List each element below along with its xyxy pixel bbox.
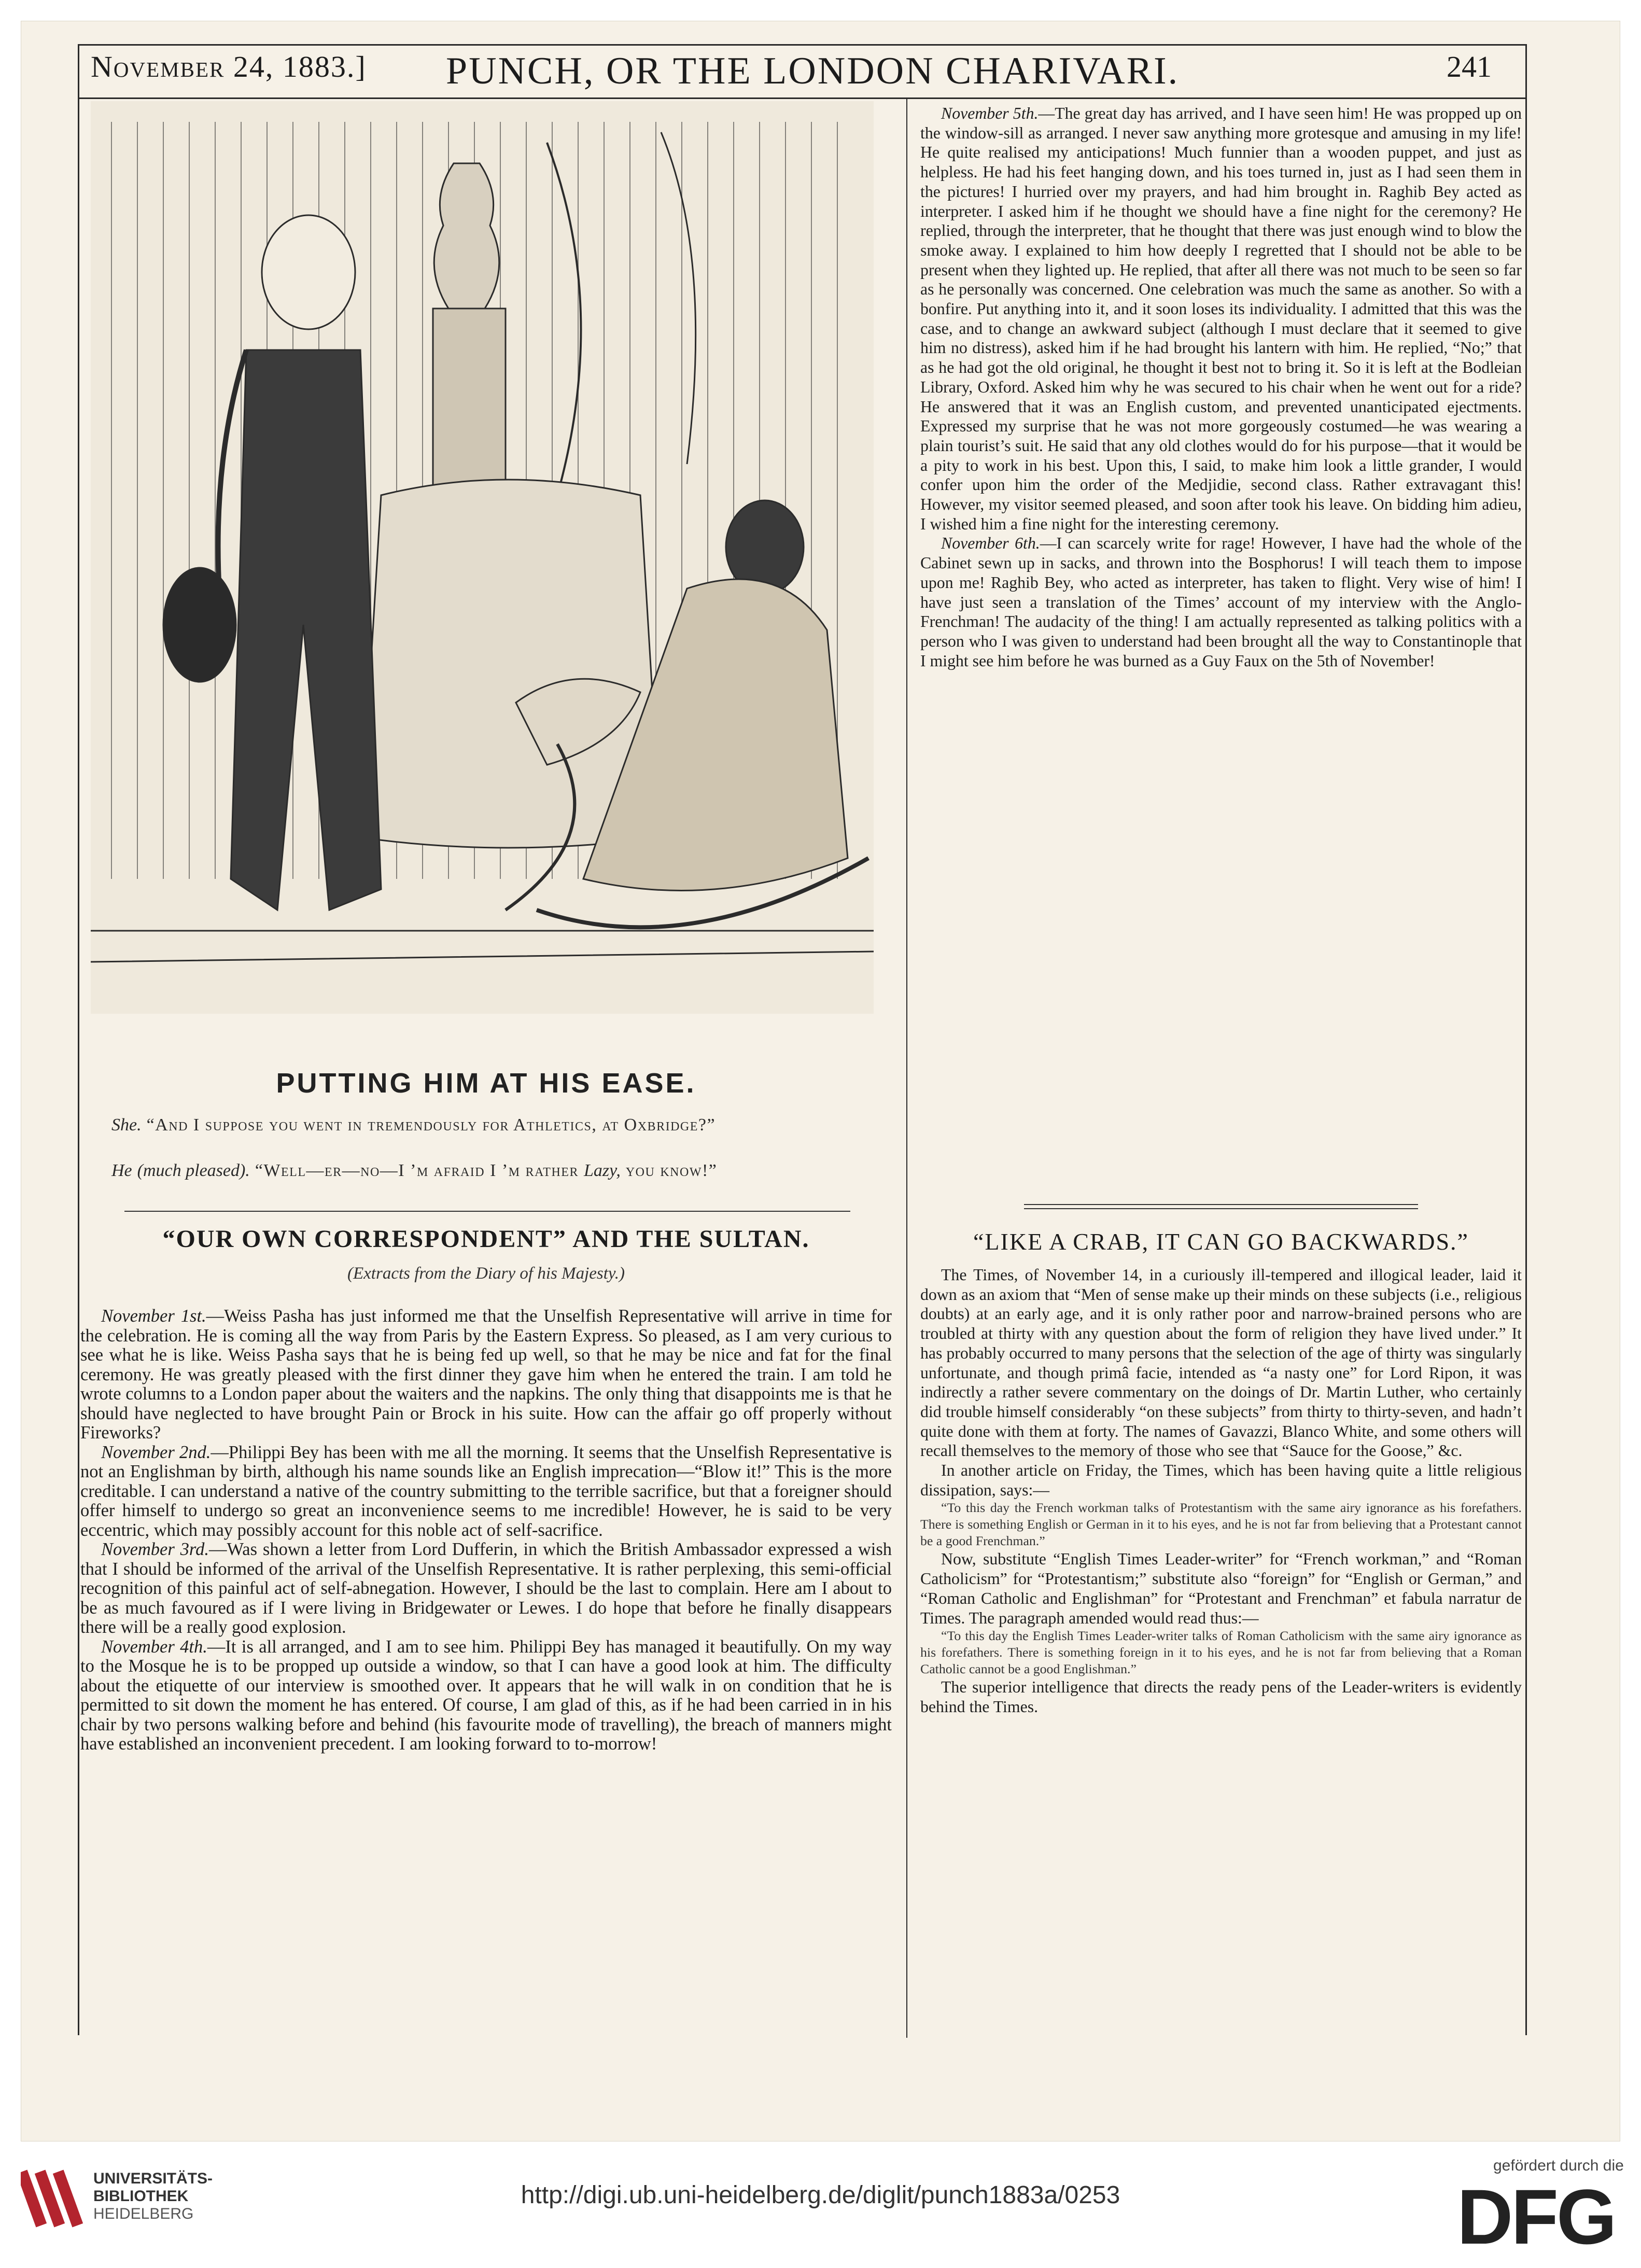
header-page-number: 241	[1447, 50, 1492, 83]
library-line-1: UNIVERSITÄTS-	[93, 2170, 213, 2187]
she-label: She.	[111, 1115, 142, 1135]
she-text: “And I suppose you went in tremendously for Athletics, at Oxbridge?”	[146, 1115, 716, 1135]
entry-nov-5: November 5th.—The great day has arrived, and I have seen him! He was propped up on the window-sill as arranged. I never saw anything more grotesque and amusing in my life! He quite realised my anticipations! Much funnier than a wooden puppet, and just as helpless. He had his feet hanging down, and his toes turned in, just as I had seen them in the pictures! I hurried over my prayers, and had him brought in. Raghib Bey acted as interpreter. I asked him if he thought we should have a fine night for the ceremony? He replied, through the interpreter, that he thought that there was just enough wind to blow the smoke away. I explained to him how deeply I regretted that I should not be able to be present when they lighted up. He replied, that after all there was not much to be seen so far as he personally was concerned. One celebration was much the same as another. So with a bonfire. Put anything into it, and it soon loses its individuality. I admitted that this was the case, and to change an awkward subject (although I must declare that it seemed to give him no distress), asked him if he had brought his lantern with him. He replied, “No;” that as he had got the old original, he thought it best not to bring it. So it is left at the Bodleian Library, Oxford. Asked him why he was secured to his chair when he went out for a ride? He answered that it was an English custom, and prevented unanticipated ejectments. Expressed my surprise that he was not more gorgeously costumed—he was wearing a plain tourist’s suit. He said that any old clothes would do for his purpose—that it would be a pity to work in his best. Upon this, I said, to make him look a little grander, I would confer upon him the order of the Medjidie, second class. Rather extravagant this! However, my visitor seemed pleased, and soon after took his leave. On bidding him adieu, I wished him a fine night for the interesting ceremony.	[920, 104, 1522, 533]
entry-nov-6: November 6th.—I can scarcely write for rage! However, I have had the whole of the Cabinet sewn up in sacks, and thrown into the Bosphorus! I will teach them to impose upon me! Raghib Bey, who acted as interpreter, has taken to flight. Very wise of him! I have just seen a translation of the Times’ account of my interview with the Anglo-Frenchman! The audacity of the thing! I am actually represented as talking politics with a person who I was given to understand had been brought all the way to Constantinople that I might see him before he was burned as a Guy Faux on the 5th of November!	[920, 534, 1522, 670]
header-title: PUNCH, OR THE LONDON CHARIVARI.	[446, 50, 1180, 92]
he-stage: (much pleased).	[137, 1161, 250, 1180]
crab-para-2: In another article on Friday, the Times, which has been having quite a little religious dissipation, says:—	[920, 1461, 1522, 1499]
he-text-2: you know!”	[625, 1161, 718, 1180]
cartoon-he-line	[80, 1160, 892, 1181]
crab-body	[920, 1265, 1522, 2038]
crab-heading: “LIKE A CRAB, IT CAN GO BACKWARDS.”	[973, 1228, 1469, 1255]
he-label: He	[111, 1161, 132, 1180]
header-date: November 24, 1883.]	[91, 50, 367, 83]
frame-left-rule	[78, 44, 79, 2035]
entry-nov-4: November 4th.—It is all arranged, and I am to see him. Philippi Bey has managed it beautifully. On my way to the Mosque he is to be propped up outside a window, so that I can have a good look at him. The difficulty about the etiquette of our interview is smoothed over. It appears that he will walk in on condition that he is permitted to sit down the moment he has entered. Of course, I am glad of this, as if he had been carried in in his chair by two persons walking before and behind (his favourite mode of travelling), the breach of manners might have established an inconvenient precedent. I am looking forward to to-morrow!	[80, 1636, 892, 1754]
cartoon-illustration	[91, 101, 874, 1014]
entry-nov-2: November 2nd.—Philippi Bey has been with me all the morning. It seems that the Unselfish Representative is not an Englishman by birth, although his name sounds like an English imprecation—“Blow it!” This is the more creditable. I can understand a native of the country submitting to the terrible sacrifice, but that a foreigner should offer himself to undergo so great an inconvenience seems to me incredible! However, he is said to be very eccentric, which may possibly account for this noble act of self-sacrifice.	[80, 1442, 892, 1540]
library-line-3: HEIDELBERG	[93, 2205, 194, 2222]
crab-quote-2: “To this day the English Times Leader-writer talks of Roman Catholicism with the same airy ignorance as his forefathers. There is something foreign in it to his eyes, and he is not far from believing that a Roman Catholic cannot be a good Englishman.”	[920, 1628, 1522, 1677]
sultan-body-left	[80, 1307, 892, 2033]
crab-para-1: The Times, of November 14, in a curiously ill-tempered and illogical leader, laid it down as an axiom that “Men of sense make up their minds on these subjects (i.e., religious doubts) at an early age, and it is only rather poor and narrow-brained persons who are troubled at thirty with any question about the form of religion they have lived under.” It has probably occurred to many persons that the selection of the age of thirty was singularly unfortunate, and though primâ facie, intended as “a nasty one” for Lord Ripon, it was indirectly a rather severe commentary on the doings of Dr. Martin Luther, who certainly did trouble himself considerably “on these subjects” from thirty to thirty-seven, and hadn’t quite done with them at forty. The names of Gavazzi, Blanco White, and some others will recall themselves to the memory of those who see that “Sauce for the Goose,” &c.	[920, 1266, 1522, 1460]
column-divider	[906, 99, 907, 2038]
sultan-heading: “OUR OWN CORRESPONDENT” AND THE SULTAN.	[162, 1225, 810, 1253]
dfg-logo: DFG	[1457, 2173, 1615, 2260]
sultan-body-right	[920, 104, 1522, 1198]
left-section-rule	[124, 1211, 850, 1212]
entry-nov-1: November 1st.—Weiss Pasha has just informed me that the Unselfish Representative will arrive in time for the celebration. He is coming all the way from Paris by the Eastern Express. So pleased, as I am very curious to see what he is like. Weiss Pasha says that he is being fed up well, so that he may be nice and fat for the final ceremony. He was greatly pleased with the first dinner they gave him when he entered the train. I am told he wrote columns to a London paper about the waiters and the napkins. The only thing that disappoints me is that he should have neglected to have brought Pain or Brock in his suite. How can the affair go off properly without Fireworks?	[80, 1307, 892, 1443]
he-text-1: “Well—er—no—I ’m afraid I ’m rather	[255, 1161, 579, 1180]
entry-nov-3: November 3rd.—Was shown a letter from Lord Dufferin, in which the British Ambassador expressed a wish that I should be informed of the arrival of the Unselfish Representative. It is rather perplexing, this semi-official recognition of this painful act of self-abnegation. However, I should be the last to complain. Here am I about to be as much favoured as if I were living in Bridgewater or Lewes. I do hope that before he finally disappears there will be a really good explosion.	[80, 1539, 892, 1637]
cartoon-title: PUTTING HIM AT HIS EASE.	[276, 1068, 696, 1099]
he-text-lazy: Lazy,	[583, 1161, 621, 1180]
right-section-rule-2	[1024, 1208, 1418, 1209]
source-url[interactable]: http://digi.ub.uni-heidelberg.de/diglit/punch1883a/0253	[521, 2181, 1120, 2209]
crab-quote-1: “To this day the French workman talks of Protestantism with the same airy ignorance as his forefathers. There is something English or German in it to his eyes, and he is not far from believing that a Protestant cannot be a good Frenchman.”	[920, 1500, 1522, 1549]
frame-top-rule	[78, 44, 1527, 46]
library-line-2: BIBLIOTHEK	[93, 2188, 189, 2205]
crab-para-4: The superior intelligence that directs the ready pens of the Leader-writers is evidently behind the Times.	[920, 1678, 1522, 1716]
cartoon-she-line	[80, 1115, 892, 1136]
crab-para-3: Now, substitute “English Times Leader-writer” for “French workman,” and “Roman Catholicism” for “Protestantism;” substitute also “foreign” for “English or German,” and “Roman Catholic and Englishman” for “Protestant and Frenchman” et fabula narratur de Times. The paragraph amended would read thus:—	[920, 1550, 1522, 1627]
right-section-rule	[1024, 1204, 1418, 1205]
frame-right-rule	[1525, 44, 1527, 2035]
sultan-subheading: (Extracts from the Diary of his Majesty.)	[347, 1264, 625, 1283]
frame-header-rule	[78, 97, 1527, 99]
funded-by-label: gefördert durch die	[1493, 2157, 1624, 2174]
